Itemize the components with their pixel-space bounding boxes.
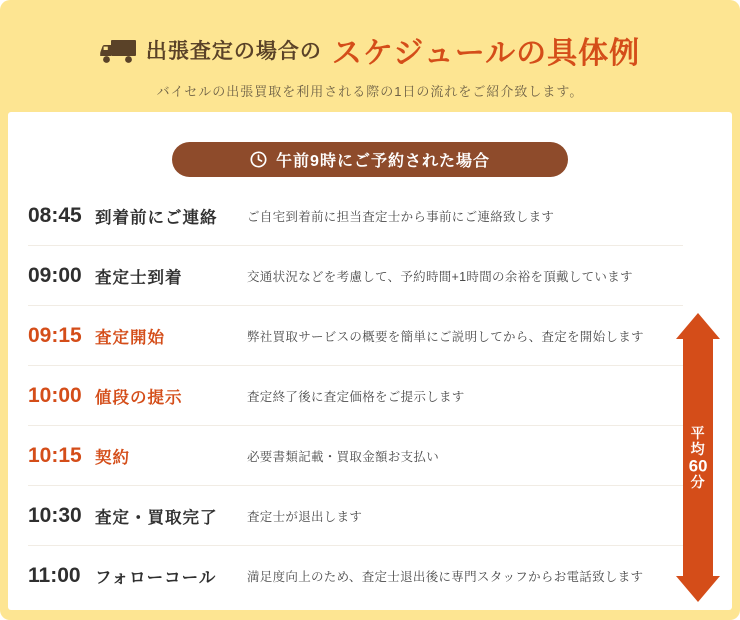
timeline-panel xyxy=(8,112,732,610)
row-title: フォローコール xyxy=(95,569,217,587)
row-time: 09:15 xyxy=(28,323,82,347)
arrow-up-icon xyxy=(676,313,720,339)
title-prefix: 出張査定の場合の xyxy=(145,40,322,63)
card-header xyxy=(0,0,740,112)
timeline-rows xyxy=(28,186,683,606)
timeline-row xyxy=(28,186,683,246)
row-title: 到着前にご連絡 xyxy=(95,208,218,227)
row-time: 09:00 xyxy=(28,263,82,287)
row-time: 08:45 xyxy=(28,203,82,227)
row-description: 査定士が退出します xyxy=(247,509,363,524)
average-duration-arrow xyxy=(676,313,720,602)
row-title: 査定士到着 xyxy=(95,268,183,287)
row-description: 査定終了後に査定価格をご提示します xyxy=(247,389,465,404)
timeline-row xyxy=(28,426,683,486)
row-description: 満足度向上のため、査定士退出後に専門スタッフからお電話致します xyxy=(247,570,644,584)
row-time: 10:00 xyxy=(28,383,82,407)
row-description: 必要書類記載・買取金額お支払い xyxy=(247,449,440,464)
row-title: 値段の提示 xyxy=(95,388,183,407)
badge-label: 午前9時にご予約された場合 xyxy=(276,153,490,170)
title-accent: スケジュールの具体例 xyxy=(331,37,641,70)
reservation-badge xyxy=(172,142,568,177)
row-time: 11:00 xyxy=(28,564,81,587)
timeline-row xyxy=(28,546,683,606)
timeline-row xyxy=(28,486,683,546)
timeline-row xyxy=(28,306,683,366)
average-duration-label: 平均60分 xyxy=(688,425,708,490)
timeline-row xyxy=(28,366,683,426)
arrow-down-icon xyxy=(676,576,720,602)
row-time: 10:15 xyxy=(28,443,82,467)
page-title xyxy=(0,0,740,72)
clock-icon xyxy=(250,151,267,168)
row-time: 10:30 xyxy=(28,503,82,527)
subtitle: バイセルの出張買取を利用される際の1日の流れをご紹介致します。 xyxy=(156,84,584,99)
row-title: 査定・買取完了 xyxy=(95,508,218,527)
row-description: ご自宅到着前に担当査定士から事前にご連絡致します xyxy=(247,209,555,224)
row-description: 交通状況などを考慮して、予約時間+1時間の余裕を頂戴しています xyxy=(247,269,633,284)
truck-icon xyxy=(100,39,136,64)
timeline-row xyxy=(28,246,683,306)
row-title: 契約 xyxy=(95,448,130,467)
row-title: 査定開始 xyxy=(95,328,165,347)
row-description: 弊社買取サービスの概要を簡単にご説明してから、査定を開始します xyxy=(247,329,644,344)
